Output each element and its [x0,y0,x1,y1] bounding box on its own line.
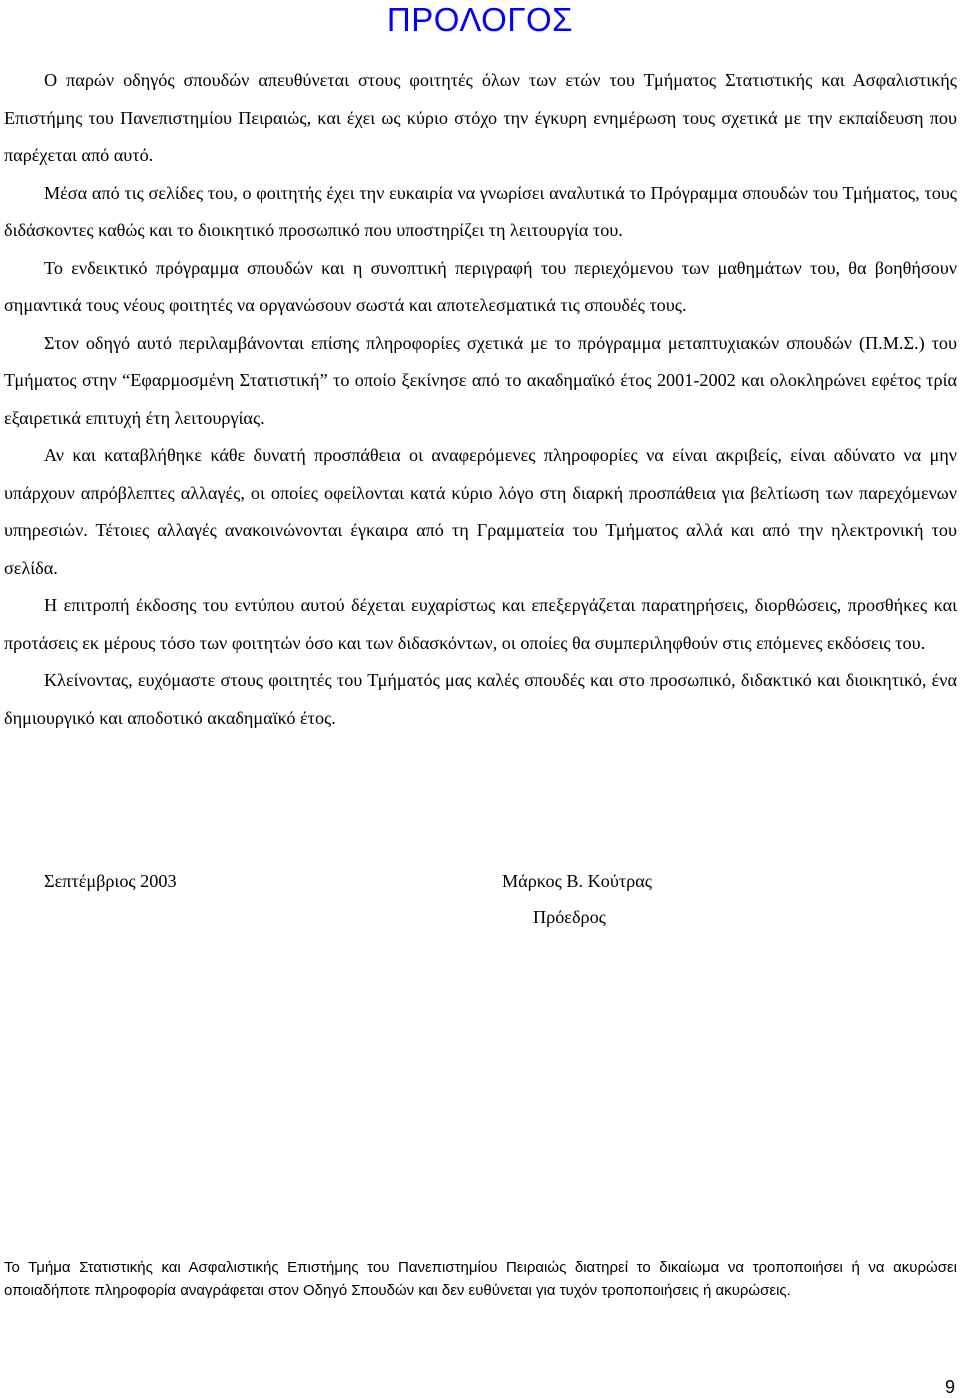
page-number: 9 [945,1377,956,1397]
paragraph-program: Το ενδεικτικό πρόγραμμα σπουδών και η συνοπτική περιγραφή του περιεχόμενου των μαθημάτων του, θα βοηθήσουν σημαντικά τους νέους φοιτητές να οργανώσουν σωστά και αποτελεσματικά τις σπουδές τους. [4,257,957,315]
signature-role: Πρόεδρος [533,907,606,927]
signature-date: Σεπτέμβριος 2003 [44,871,177,891]
footer-note: Το Τμήμα Στατιστικής και Ασφαλιστικής Επιστήμης του Πανεπιστημίου Πειραιώς διατηρεί το δικαίωμα να τροποποιήσει ή να ακυρώσει οποιαδήποτε πληροφορία αναγράφεται στον Οδηγό Σπουδών και δεν ευθύνεται για τυχόν τροποποιήσεις ή ακυρώσεις. [4,1259,957,1299]
paragraph-disclaimer: Αν και καταβλήθηκε κάθε δυνατή προσπάθεια οι αναφερόμενες πληροφορίες να είναι ακριβείς, είναι αδύνατο να μην υπάρχουν απρόβλεπτες αλλαγές, οι οποίες οφείλονται κατά κύριο λόγο στη διαρκή προσπάθεια για βελτίωση των παρεχόμενων υπηρεσιών. Τέτοιες αλλαγές ανακοινώνονται έγκαιρα από τη Γραμματεία του Τμήματος αλλά και από την ηλεκτρονική του σελίδα. [4,445,957,578]
signature-name: Μάρκος Β. Κούτρας [502,871,652,891]
paragraph-contents: Μέσα από τις σελίδες του, ο φοιτητής έχει την ευκαιρία να γνωρίσει αναλυτικά το Πρόγραμμα σπουδών του Τμήματος, τους διδάσκοντες καθώς και το διοικητικό προσωπικό που υποστηρίζει τη λειτουργία του. [4,182,957,240]
preface-body [4,62,957,737]
paragraph-closing: Κλείνοντας, ευχόμαστε στους φοιτητές του Τμήματός μας καλές σπουδές και στο προσωπικό, διδακτικό και διοικητικό, ένα δημιουργικό και αποδοτικό ακαδημαϊκό έτος. [4,670,957,728]
page-title: ΠΡΟΛΟΓΟΣ [386,1,574,38]
paragraph-postgraduate: Στον οδηγό αυτό περιλαμβάνονται επίσης πληροφορίες σχετικά με το πρόγραμμα μεταπτυχιακών σπουδών (Π.Μ.Σ.) του Τμήματος στην “Εφαρμοσμένη Στατιστική” το οποίο ξεκίνησε από το ακαδημαϊκό έτος 2001-2002 και ολοκληρώνει εφέτος τρία εξαιρετικά επιτυχή έτη λειτουργίας. [4,332,957,428]
paragraph-feedback: Η επιτροπή έκδοσης του εντύπου αυτού δέχεται ευχαρίστως και επεξεργάζεται παρατηρήσεις, διορθώσεις, προσθήκες και προτάσεις εκ μέρους τόσο των φοιτητών όσο και των διδασκόντων, οι οποίες θα συμπεριληφθούν στις επόμενες εκδόσεις του. [4,595,957,653]
paragraph-intro: Ο παρών οδηγός σπουδών απευθύνεται στους φοιτητές όλων των ετών του Τμήματος Στατιστικής και Ασφαλιστικής Επιστήμης του Πανεπιστημίου Πειραιώς, και έχει ως κύριο στόχο την έγκυρη ενημέρωση τους σχετικά με την εκπαίδευση που παρέχεται από αυτό. [4,70,957,165]
